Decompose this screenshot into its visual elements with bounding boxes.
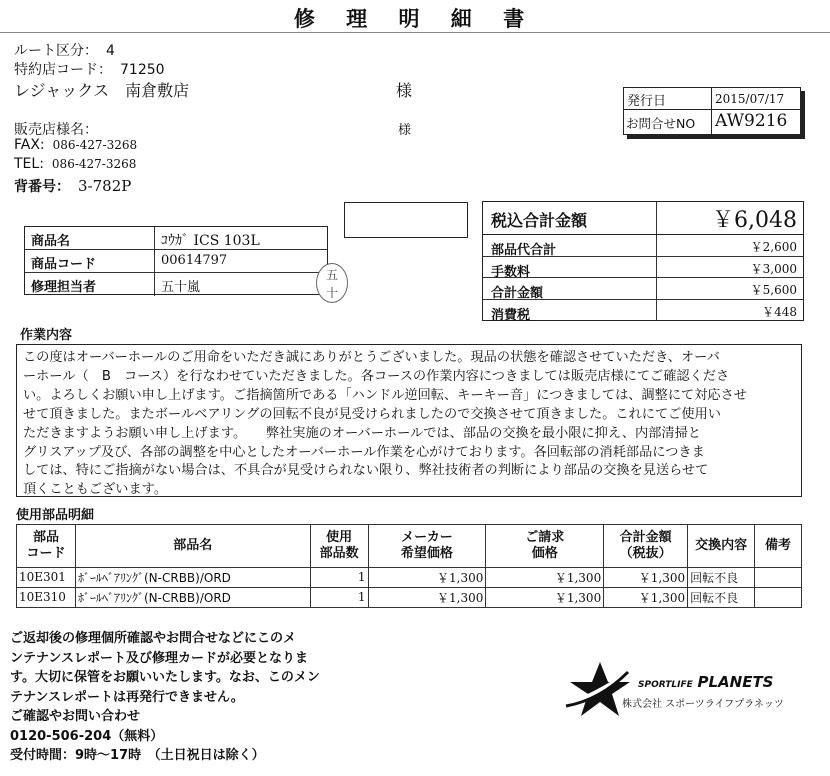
tax-label: 消費税	[483, 300, 657, 320]
note-line: ンテナンスレポート及び修理カードが必要となりま	[10, 650, 308, 666]
part-billing-price: ￥1,300	[486, 587, 604, 607]
header-part-name: 部品名	[75, 525, 310, 568]
part-total: ￥1,300	[604, 567, 688, 587]
subtotal-label: 合計金額	[483, 278, 657, 299]
title-divider	[0, 32, 830, 33]
work-section-title: 作業内容	[20, 328, 73, 343]
store-honorific: 様	[398, 123, 412, 138]
note-line: す。大切に保管をお願いいたします。なお、このメン	[10, 670, 320, 685]
part-exchange: 回転不良	[688, 567, 755, 587]
table-row	[17, 567, 802, 587]
part-name: ﾎﾞｰﾙﾍﾞｱﾘﾝｸﾞ(N-CRBB)/ORD	[75, 587, 310, 607]
note-line: 受付時間：9時～17時 （土日祝日は除く）	[10, 748, 265, 763]
parts-subtotal-value: ￥2,600	[750, 240, 797, 254]
tel-line	[14, 156, 136, 172]
part-maker-price: ￥1,300	[368, 567, 486, 587]
tel-value: 086-427-3268	[51, 157, 137, 171]
parts-table	[16, 524, 802, 608]
part-total: ￥1,300	[604, 587, 688, 607]
back-number-line	[14, 176, 131, 196]
header-maker-price: メーカー 希望価格	[368, 525, 486, 568]
back-number-value: 3-782P	[78, 177, 132, 195]
page-title: 修 理 明 細 書	[293, 7, 537, 31]
header-exchange: 交換内容	[688, 525, 755, 568]
agency-code-label: 特約店コード：	[14, 62, 112, 78]
amount-row	[483, 235, 803, 257]
fee-value: ￥3,000	[750, 262, 797, 276]
route-value: 4	[106, 43, 115, 59]
fax-line	[14, 137, 137, 153]
tax-value: ￥448	[762, 305, 797, 319]
part-remarks	[755, 587, 802, 607]
total-amount-row	[483, 202, 803, 235]
repair-staff-label: 修理担当者	[25, 273, 155, 296]
work-line: せて頂きました。またボールベアリングの回転不良が見受けられましたので交換させて頂きました。これにてご使用い	[23, 406, 721, 422]
work-line: しては、特にご指摘がない場合は、不具合が見受けられない限り、弊社技術者の判断により部品の交換を見送らせて	[23, 463, 709, 479]
amount-row	[483, 300, 803, 323]
product-code-label: 商品コード	[25, 250, 155, 273]
stamp-box	[344, 202, 468, 238]
work-line: 頂くこともございます。	[23, 482, 168, 497]
parts-header-row	[17, 525, 802, 568]
logo-company-name: 株式会社 スポーツライフプラネッツ	[622, 699, 784, 710]
part-name: ﾎﾞｰﾙﾍﾞｱﾘﾝｸﾞ(N-CRBB)/ORD	[75, 567, 310, 587]
part-remarks	[755, 567, 802, 587]
note-line: ご返却後の修理個所確認やお問合せなどにこのメ	[10, 631, 297, 646]
part-maker-price: ￥1,300	[368, 587, 486, 607]
seal-character: 十	[325, 286, 338, 300]
agency-code-line	[14, 59, 165, 79]
issue-box-shadow	[627, 135, 805, 139]
product-row	[25, 227, 327, 250]
logo-name: PLANETS	[697, 673, 774, 691]
product-row	[25, 250, 327, 273]
work-line: ーホール（ B コース）を行なわせていただきました。各コースの作業内容につきましては販売店様にてご確認くださ	[23, 368, 730, 384]
header-part-code: 部品 コード	[17, 525, 76, 568]
work-line: グリスアップ及び、各部の調整を中心としたオーバーホール作業を心がけております。各回転部の消耗部品につきま	[23, 444, 705, 460]
work-line: ただきますようお願い申し上げます。 弊社実施のオーバーホールでは、部品の交換を最小限に抑え、内部清掃と	[23, 425, 701, 441]
personal-seal-stamp	[316, 263, 348, 303]
product-row	[25, 273, 327, 296]
fax-value: 086-427-3268	[52, 138, 138, 152]
amount-row	[483, 278, 803, 300]
back-number-label: 背番号：	[14, 179, 70, 195]
total-amount-label: 税込合計金額	[483, 202, 657, 234]
header-quantity: 使用 部品数	[310, 525, 368, 568]
inquiry-label: お問合せNO	[624, 110, 712, 135]
part-code: 10E301	[17, 567, 76, 587]
part-qty: 1	[310, 567, 368, 587]
product-name-value: ｺｳｶﾞ ICS 103L	[161, 233, 260, 249]
note-line: 0120-506-204（無料）	[10, 728, 164, 744]
issue-date-value: 2015/07/17	[712, 88, 801, 110]
parts-subtotal-label: 部品代合計	[483, 235, 657, 256]
route-line	[14, 40, 115, 60]
logo-text	[638, 673, 773, 691]
issue-box	[623, 87, 801, 135]
work-description	[16, 344, 802, 497]
agency-code-value: 71250	[120, 62, 165, 78]
header-billing-price: ご請求 価格	[486, 525, 604, 568]
store-label: 販売店様名：	[14, 122, 98, 138]
product-table	[24, 226, 328, 295]
route-label: ルート区分：	[14, 43, 98, 59]
agency-honorific: 様	[396, 81, 413, 100]
logo-prefix: SPORTLIFE	[638, 680, 693, 690]
agency-name: レジャックス 南倉敷店	[14, 81, 190, 100]
customer-note	[10, 629, 370, 766]
seal-character: 五	[325, 268, 338, 282]
amount-table	[482, 201, 804, 321]
work-line: い。よろしくお願い申し上げます。ご指摘箇所である「ハンドル逆回転、キーキー音」につきましては、調整にて対応させ	[23, 387, 747, 403]
header-total: 合計金額 （税抜）	[604, 525, 688, 568]
part-billing-price: ￥1,300	[486, 567, 604, 587]
subtotal-value: ￥5,600	[750, 283, 797, 297]
note-line: ご確認やお問い合わせ	[10, 709, 141, 724]
issue-date-label: 発行日	[624, 88, 712, 110]
table-row	[17, 587, 802, 607]
parts-section-title: 使用部品明細	[16, 508, 95, 523]
amount-row	[483, 257, 803, 278]
part-code: 10E310	[17, 587, 76, 607]
product-name-label: 商品名	[25, 227, 155, 250]
note-line: テナンスレポートは再発行できません。	[10, 689, 244, 705]
work-line: この度はオーバーホールのご用命をいただき誠にありがとうございました。現品の状態を確認させていただき、オーバ	[23, 350, 720, 365]
part-qty: 1	[310, 587, 368, 607]
total-amount-value: ￥6,048	[712, 208, 797, 233]
product-code-value: 00614797	[161, 253, 228, 268]
header-remarks: 備考	[755, 525, 802, 568]
tel-label: TEL:	[14, 156, 44, 172]
repair-staff-value: 五十嵐	[161, 280, 201, 295]
inquiry-value: AW9216	[715, 111, 788, 131]
fax-label: FAX:	[14, 137, 45, 153]
issue-box-shadow	[801, 91, 805, 139]
part-exchange: 回転不良	[688, 587, 755, 607]
fee-label: 手数料	[483, 257, 657, 277]
